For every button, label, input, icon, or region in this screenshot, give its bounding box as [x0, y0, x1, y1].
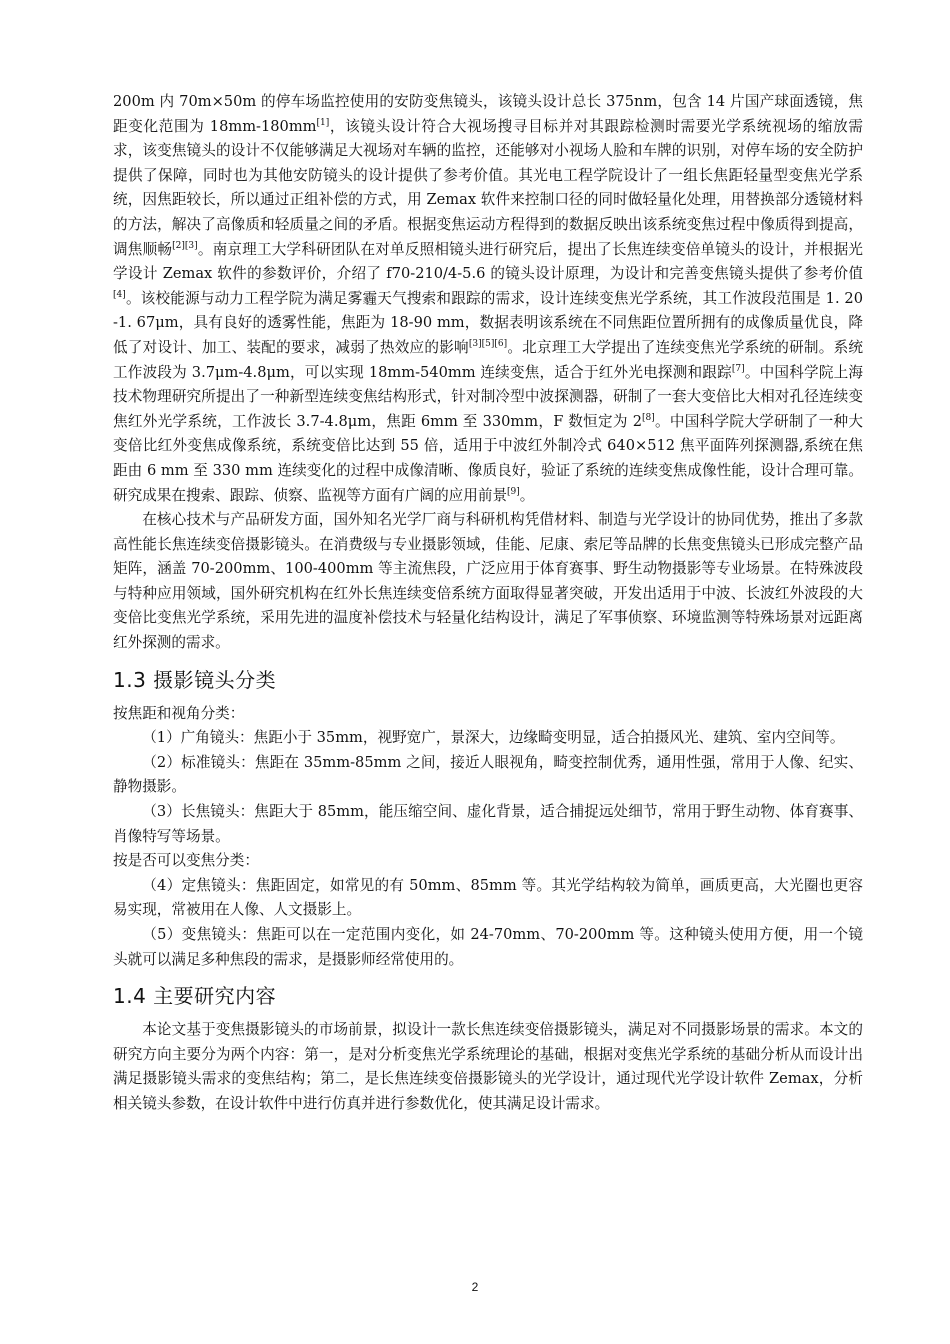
citation-superscript: [4]: [113, 289, 126, 300]
citation-superscript: [3][5][6]: [468, 339, 508, 350]
section-heading-1-4: 1.4 主要研究内容: [113, 984, 277, 1009]
lens-classification-list: [113, 702, 863, 973]
page-number: 2: [471, 1280, 479, 1294]
classification-item: （2）标准镜头：焦距在 35mm-85mm 之间，接近人眼视角，畸变控制优秀，通用性强，常用于人像、纪实、静物摄影。: [113, 753, 863, 796]
paragraph-text: 。该校能源与动力工程学院为满足雾霾天气搜索和跟踪的需求，设计连续变焦光学系统，其工作波段范围是 1. 20 -1. 67μm，具有良好的透雾性能，焦距为 18-90 mm，数据表明该系统在不同焦距位置所拥有的成像质量优良，降低了对设计、加工、装配的要求，减弱了热效应的影响: [113, 289, 863, 356]
classification-item: （3）长焦镜头：焦距大于 85mm，能压缩空间、虚化背景，适合捕捉远处细节，常用于野生动物、体育赛事、肖像特写等场景。: [113, 803, 863, 845]
citation-superscript: [9]: [507, 486, 520, 497]
classification-item: （4）定焦镜头：焦距固定，如常见的有 50mm、85mm 等。其光学结构较为简单，画质更高，大光圈也更容易实现，常被用在人像、人文摄影上。: [113, 876, 863, 919]
paragraph-text: 。南京理工大学科研团队在对单反照相镜头进行研究后，提出了长焦连续变倍单镜头的设计，并根据光学设计 Zemax 软件的参数评价，介绍了 f70-210/4-5.6 的镜头设计原理，为设计和完善变焦镜头提供了参考价值: [113, 240, 863, 283]
research-content-paragraph: 本论文基于变焦摄影镜头的市场前景，拟设计一款长焦连续变倍摄影镜头，满足对不同摄影场景的需求。本文的研究方向主要分为两个内容：第一，是对分析变焦光学系统理论的基础，根据对变焦光学系统的基础分析从而设计出满足摄影镜头需求的变焦结构；第二，是长焦连续变倍摄影镜头的光学设计，通过现代光学设计软件 Zemax，分析相关镜头参数，在设计软件中进行仿真并进行参数优化，使其满足设计需求。: [113, 1021, 863, 1112]
citation-superscript: [2][3]: [172, 240, 198, 251]
paragraph-text: 在核心技术与产品研发方面，国外知名光学厂商与科研机构凭借材料、制造与光学设计的协同优势，推出了多款高性能长焦连续变倍摄影镜头。在消费级与专业摄影领域，佳能、尼康、索尼等品牌的长焦变焦镜头已形成完整产品矩阵，涵盖 70-200mm、100-400mm 等主流焦段，广泛应用于体育赛事、野生动物摄影等专业场景。在特殊波段与特种应用领域，国外研究机构在红外长焦连续变倍系统方面取得显著突破，开发出适用于中波、长波红外波段的大变倍比变焦光学系统，采用先进的温度补偿技术与轻量化结构设计，满足了军事侦察、环境监测等特殊场景对远距离红外探测的需求。: [113, 511, 863, 652]
citation-superscript: [7]: [731, 363, 745, 374]
paragraph-text: ，该镜头设计符合大视场搜寻目标并对其跟踪检测时需要光学系统视场的缩放需求，该变焦镜头的设计不仅能够满足大视场对车辆的监控，还能够对小视场人脸和车牌的识别，对停车场的安全防护提供了保障，同时也为其他安防镜头的设计提供了参考价值。其光电工程学院设计了一组长焦距轻量型变焦光学系统，因焦距较长，所以通过正组补偿的方式，用 Zemax 软件来控制口径的同时做轻量化处理，用替换部分透镜材料的方法，解决了高像质和轻质量之间的矛盾。根据变焦运动方程得到的数据反映出该系统变焦过程中像质得到提高，调焦顺畅: [113, 117, 863, 258]
citation-superscript: [1]: [316, 117, 330, 128]
classification-item: （5）变焦镜头：焦距可以在一定范围内变化，如 24-70mm、70-200mm 等。这种镜头使用方便，用一个镜头就可以满足多种焦段的需求，是摄影师经常使用的。: [113, 926, 863, 968]
document-page: [113, 90, 863, 1117]
paragraph-text: 。中国科学院上海技术物理研究所提出了一种新型连续变焦结构形式，针对制冷型中波探测器，研制了一套大变倍比大相对孔径连续变焦红外光学系统，工作波长 3.7-4.8μm，焦距 6mm 至 330mm，F 数恒定为 2: [113, 363, 863, 430]
paragraph-text: 。北京理工大学提出了连续变焦光学系统的研制。系统工作波段为 3.7μm-4.8μm，可以实现 18mm-540mm 连续变焦，适合于红外光电探测和跟踪: [113, 338, 863, 381]
paragraph-text: 。: [519, 486, 535, 504]
paragraph-text: 200m 内 70m×50m 的停车场监控使用的安防变焦镜头，该镜头设计总长 375nm，包含 14 片国产球面透镜，焦距变化范围为 18mm-180mm: [113, 93, 863, 135]
classification-label: 按是否可以变焦分类：: [113, 852, 259, 870]
paragraph-text: 。中国科学院大学研制了一种大变倍比红外变焦成像系统，系统变倍比达到 55 倍，适用于中波红外制冷式 640×512 焦平面阵列探测器,系统在焦距由 6 mm 至 330 mm 连续变化的过程中成像清晰、像质良好，验证了系统的连续变焦成像性能，设计合理可靠。研究成果在搜索、跟踪、侦察、监视等方面有广阔的应用前景: [113, 412, 863, 504]
classification-label: 按焦距和视角分类：: [113, 704, 245, 722]
citation-superscript: [8]: [642, 412, 655, 423]
body-paragraph: [113, 508, 863, 656]
body-paragraph: [113, 90, 863, 508]
classification-item: （1）广角镜头：焦距小于 35mm，视野宽广，景深大，边缘畸变明显，适合拍摄风光、建筑、室内空间等。: [142, 729, 845, 747]
body-text-block: [113, 90, 863, 656]
section-heading-1-3: 1.3 摄影镜头分类: [113, 667, 277, 692]
